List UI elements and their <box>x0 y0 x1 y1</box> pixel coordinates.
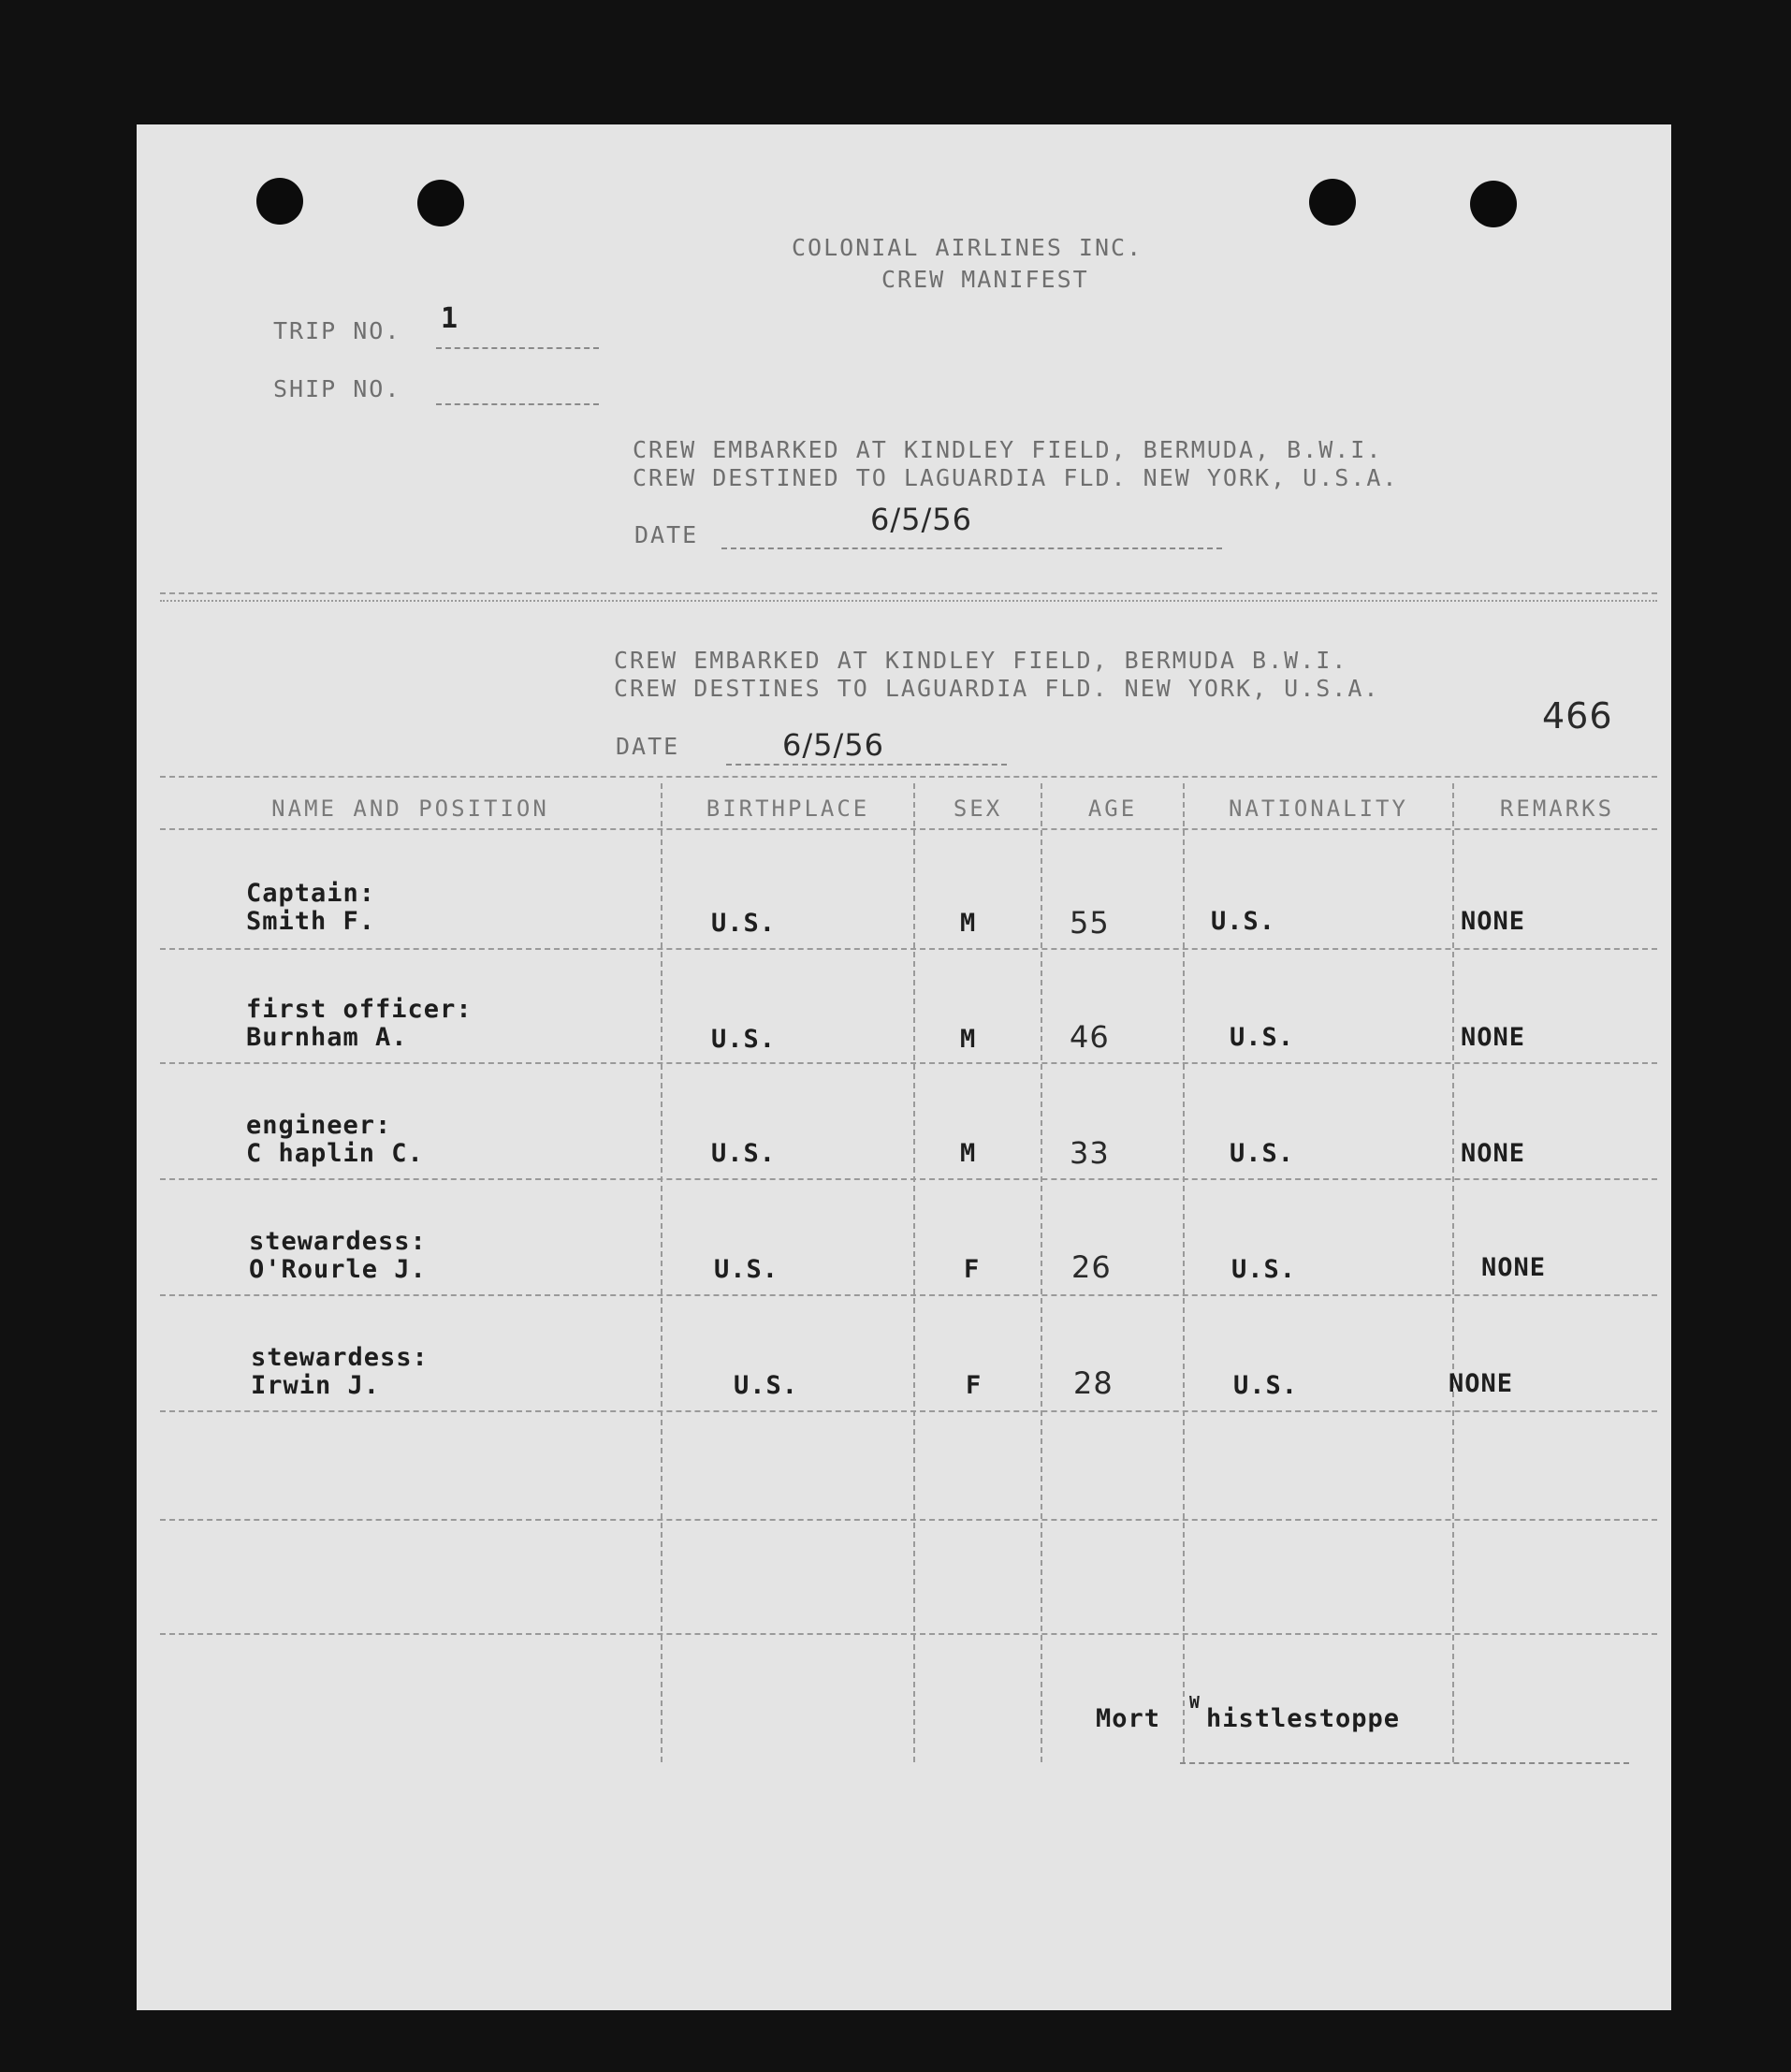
column-rule <box>1452 783 1454 1762</box>
table-top-rule <box>160 776 1657 778</box>
crew-remarks: NONE <box>1481 1253 1547 1282</box>
column-rule <box>913 783 915 1762</box>
crew-sex: M <box>960 1139 977 1168</box>
col-header-birthplace: BIRTHPLACE <box>706 795 870 822</box>
crew-remarks: NONE <box>1461 1139 1526 1168</box>
crew-nationality: U.S. <box>1211 907 1276 936</box>
col-header-sex: SEX <box>953 795 1003 822</box>
crew-position: stewardess: <box>251 1343 429 1372</box>
row-rule <box>160 1410 1657 1412</box>
crew-sex: M <box>960 909 977 938</box>
column-rule <box>661 783 663 1762</box>
date-value-1: 6/5/56 <box>870 502 972 537</box>
crew-sex: F <box>964 1255 981 1284</box>
crew-remarks: NONE <box>1461 907 1526 936</box>
row-rule <box>160 948 1657 950</box>
ship-number-label: SHIP NO. <box>273 375 401 402</box>
crew-name: Irwin J. <box>251 1371 381 1400</box>
crew-birthplace: U.S. <box>734 1371 799 1400</box>
signature-surname: histlestoppe <box>1206 1704 1401 1733</box>
manifest-sheet <box>137 124 1671 2010</box>
destined-line-1: CREW DESTINED TO LAGUARDIA FLD. NEW YORK, U.S.A. <box>633 464 1399 491</box>
column-rule <box>1183 783 1185 1762</box>
page-number: 466 <box>1542 695 1613 737</box>
embarked-line-2: CREW EMBARKED AT KINDLEY FIELD, BERMUDA B.W.I. <box>614 647 1348 674</box>
crew-age: 26 <box>1071 1249 1112 1285</box>
crew-position: first officer: <box>246 995 473 1024</box>
crew-sex: F <box>966 1371 983 1400</box>
crew-age: 28 <box>1073 1365 1114 1401</box>
col-header-age: AGE <box>1087 795 1138 822</box>
crew-age: 55 <box>1070 905 1110 941</box>
col-header-name: NAME AND POSITION <box>271 795 549 822</box>
company-name: COLONIAL AIRLINES INC. <box>792 234 1143 261</box>
signature-initial: W <box>1189 1693 1201 1713</box>
date-label-2: DATE <box>616 733 680 760</box>
signature-first-name: Mort <box>1096 1704 1161 1733</box>
crew-age: 46 <box>1070 1019 1110 1055</box>
crew-remarks: NONE <box>1461 1023 1526 1052</box>
row-rule <box>160 1062 1657 1064</box>
crew-table <box>137 124 1671 2010</box>
crew-name: C haplin C. <box>246 1139 424 1168</box>
crew-sex: M <box>960 1025 977 1054</box>
column-rule <box>1041 783 1042 1762</box>
destined-line-2: CREW DESTINES TO LAGUARDIA FLD. NEW YORK, U.S.A. <box>614 675 1380 702</box>
crew-position: stewardess: <box>249 1227 427 1256</box>
table-bottom-rule <box>160 1633 1657 1635</box>
crew-name: O'Rourle J. <box>249 1255 427 1284</box>
trip-number-value: 1 <box>441 302 459 335</box>
row-rule <box>160 1294 1657 1296</box>
signature-line <box>1180 1762 1629 1764</box>
trip-number-label: TRIP NO. <box>273 317 401 344</box>
crew-remarks: NONE <box>1449 1369 1514 1398</box>
crew-birthplace: U.S. <box>711 1139 777 1168</box>
date-label-1: DATE <box>634 521 699 548</box>
crew-birthplace: U.S. <box>711 909 777 938</box>
crew-birthplace: U.S. <box>711 1025 777 1054</box>
crew-nationality: U.S. <box>1233 1371 1299 1400</box>
table-header-rule <box>160 828 1657 830</box>
crew-position: engineer: <box>246 1111 392 1140</box>
crew-name: Burnham A. <box>246 1023 408 1052</box>
row-rule <box>160 1178 1657 1180</box>
crew-birthplace: U.S. <box>714 1255 779 1284</box>
row-rule <box>160 1519 1657 1521</box>
crew-position: Captain: <box>246 879 376 908</box>
crew-nationality: U.S. <box>1230 1023 1295 1052</box>
crew-age: 33 <box>1070 1135 1110 1171</box>
crew-nationality: U.S. <box>1230 1139 1295 1168</box>
col-header-remarks: REMARKS <box>1499 795 1615 822</box>
crew-nationality: U.S. <box>1231 1255 1297 1284</box>
date-value-2: 6/5/56 <box>782 727 884 763</box>
embarked-line-1: CREW EMBARKED AT KINDLEY FIELD, BERMUDA, B.W.I. <box>633 436 1383 463</box>
crew-name: Smith F. <box>246 907 376 936</box>
col-header-nationality: NATIONALITY <box>1229 795 1408 822</box>
document-title: CREW MANIFEST <box>881 266 1089 293</box>
